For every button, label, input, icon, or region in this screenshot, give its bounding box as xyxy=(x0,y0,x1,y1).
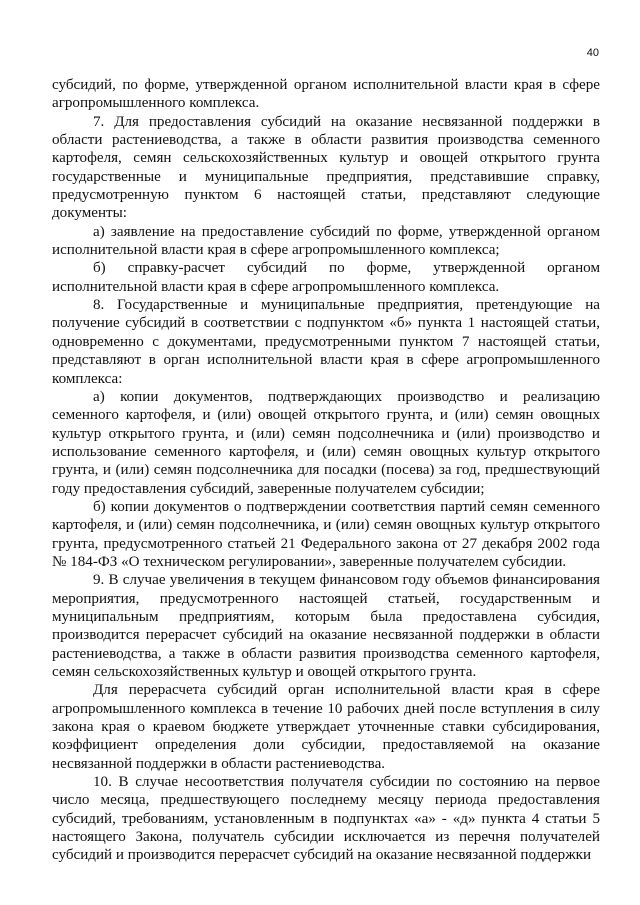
paragraph: Для перерасчета субсидий орган исполнительной власти края в сфере агропромышленного комплекса в течение 10 рабочих дней после вступления в силу закона края о краевом бюджете утверждает уточненные ставки субсидирования, коэффициент определения доли субсидии, предоставляемой на оказание несвязанной поддержки в области растениеводства. xyxy=(52,682,600,772)
paragraph: субсидий, по форме, утвержденной органом исполнительной власти края в сфере агропромышленного комплекса. xyxy=(52,77,600,112)
paragraph: а) заявление на предоставление субсидий по форме, утвержденной органом исполнительной власти края в сфере агропромышленного комплекса; xyxy=(52,223,600,259)
paragraph: а) копии документов, подтверждающих производство и реализацию семенного картофеля, и (или) овощей открытого грунта, и (или) семян овощных культур открытого грунта, и (или) семян подсолнечника и (или) производство и использование семенного картофеля, и (или) семян овощных культур открытого грунта, и (или) семян подсолнечника для посадки (посева) за год, предшествующий году предоставления субсидий, заверенные получателем субсидии; xyxy=(52,388,600,497)
paragraph: 8. Государственные и муниципальные предприятия, претендующие на получение субсидий в соответствии с подпунктом «б» пункта 1 настоящей статьи, одновременно с документами, предусмотренными пунктом 7 настоящей статьи, представляют в орган исполнительной власти края в сфере агропромышленного комплекса: xyxy=(52,297,600,387)
paragraph: 9. В случае увеличения в текущем финансовом году объемов финансирования мероприятия, предусмотренного настоящей статьей, государственным и муниципальным предприятиям, которым была предоставлена субсидия, производится перерасчет субсидий на оказание несвязанной поддержки в области растениеводства, а также в области развития производства семенного картофеля, семян сельскохозяйственных культур и овощей открытого грунта. xyxy=(52,572,600,680)
document-body xyxy=(52,76,600,865)
paragraph: б) копии документов о подтверждении соответствия партий семян семенного картофеля, и (или) семян подсолнечника, и (или) семян овощных культур открытого грунта, предусмотренного статьей 21 Федерального закона от 27 декабря 2002 года № 184-ФЗ «О техническом регулировании», заверенные получателем субсидии. xyxy=(52,498,600,570)
paragraph: б) справку-расчет субсидий по форме, утвержденной органом исполнительной власти края в сфере агропромышленного комплекса. xyxy=(52,260,600,295)
paragraph: 10. В случае несоответствия получателя субсидии по состоянию на первое число месяца, предшествующего последнему месяцу периода предоставления субсидий, требованиям, установленным в подпунктах «а» - «д» пункта 4 статьи 5 настоящего Закона, получатель субсидии исключается из перечня получателей субсидий и производится перерасчет субсидий на оказание несвязанной поддержки xyxy=(52,774,600,864)
page-number: 40 xyxy=(586,47,599,59)
paragraph: 7. Для предоставления субсидий на оказание несвязанной поддержки в области растениеводства, а также в области развития производства семенного картофеля, семян сельскохозяйственных культур и овощей открытого грунта государственные и муниципальные предприятия, представившие справку, предусмотренную пунктом 6 настоящей статьи, представляют следующие документы: xyxy=(52,113,600,222)
